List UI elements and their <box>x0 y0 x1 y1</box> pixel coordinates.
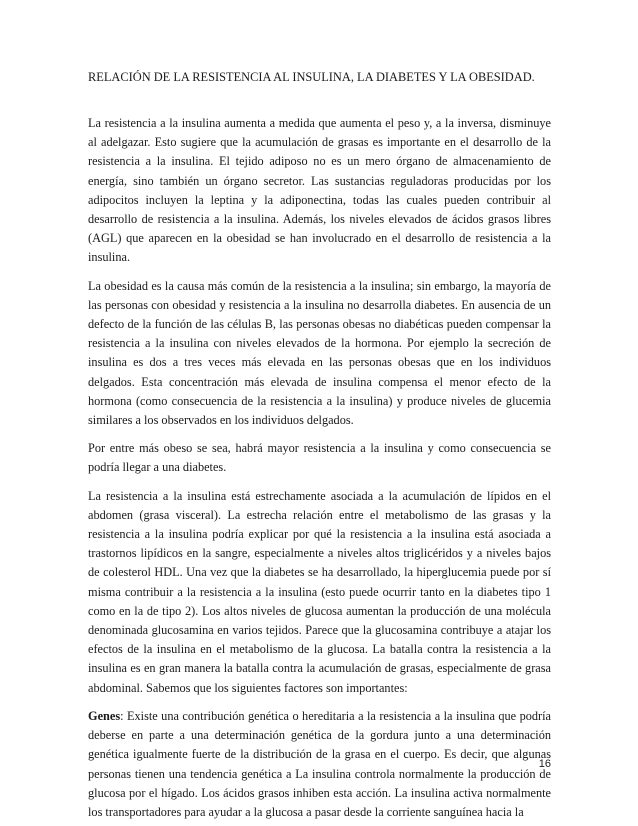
paragraph-obesity-cause: La obesidad es la causa más común de la resistencia a la insulina; sin embargo, la mayoría de las personas con obesidad y resistencia a la insulina no desarrolla diabetes. En ausencia de un defecto de la función de las células B, las personas obesas no diabéticas pueden compensar la resistencia a la insulina con niveles elevados de la hormona. Por ejemplo la secreción de insulina es dos a tres veces más elevada en las personas obesas que en los individuos delgados. Esta concentración más elevada de insulina compensa el menor efecto de la hormona (como consecuencia de la resistencia a la insulina) y produce niveles de glucemia similares a los observados en los individuos delgados. <box>88 278 551 428</box>
paragraph-abdominal-fat: La resistencia a la insulina está estrechamente asociada a la acumulación de lípidos en el abdomen (grasa visceral). La estrecha relación entre el metabolismo de las grasas y la resistencia a la insulina podría explicar por qué la resistencia a la insulina está asociada a trastornos lipídicos en la sangre, especialmente a niveles altos triglicéridos y a niveles bajos de colesterol HDL. Una vez que la diabetes se ha desarrollado, la hiperglucemia puede por sí misma contribuir a la resistencia a la insulina (esto puede ocurrir tanto en la diabetes tipo 1 como en la de tipo 2). Los altos niveles de glucosa aumentan la producción de una molécula denominada glucosamina en varios tejidos. Parece que la glucosamina contribuye a atajar los efectos de la insulina en el metabolismo de la glucosa. La batalla contra la resistencia a la insulina es en gran manera la batalla contra la acumulación de grasas, especialmente de grasa abdominal. Sabemos que los siguientes factores son importantes: <box>88 488 551 695</box>
paragraph-obesity-diabetes: Por entre más obeso se sea, habrá mayor resistencia a la insulina y como consecuencia se podría llegar a una diabetes. <box>88 441 551 475</box>
document-title: RELACIÓN DE LA RESISTENCIA AL INSULINA, LA DIABETES Y LA OBESIDAD. <box>88 70 535 84</box>
document-body <box>88 114 551 822</box>
paragraph-genes <box>88 707 551 822</box>
genes-text: : Existe una contribución genética o hereditaria a la resistencia a la insulina que podría deberse en parte a una determinación genética de la gordura junto a una determinación genética igualmente fuerte de la distribución de la grasa en el cuerpo. Es decir, que algunas personas tienen una tendencia genética a La insulina controla normalmente la producción de glucosa por el hígado. Los ácidos grasos inhiben esta acción. La insulina activa normalmente los transportadores para ayudar a la glucosa a pasar desde la corriente sanguínea hacia la <box>88 708 551 819</box>
genes-label: Genes <box>88 708 121 723</box>
page-number: 16 <box>538 758 551 770</box>
paragraph-obesity-weight: La resistencia a la insulina aumenta a medida que aumenta el peso y, a la inversa, disminuye al adelgazar. Esto sugiere que la acumulación de grasas es importante en el desarrollo de la resistencia a la insulina. El tejido adiposo no es un mero órgano de almacenamiento de energía, sino también un órgano secretor. Las sustancias reguladoras producidas por los adipocitos incluyen la leptina y la adiponectina, todas las cuales pueden contribuir al desarrollo de resistencia a la insulina. Además, los niveles elevados de ácidos grasos libres (AGL) que aparecen en la obesidad se han involucrado en el desarrollo de resistencia a la insulina. <box>88 116 551 265</box>
